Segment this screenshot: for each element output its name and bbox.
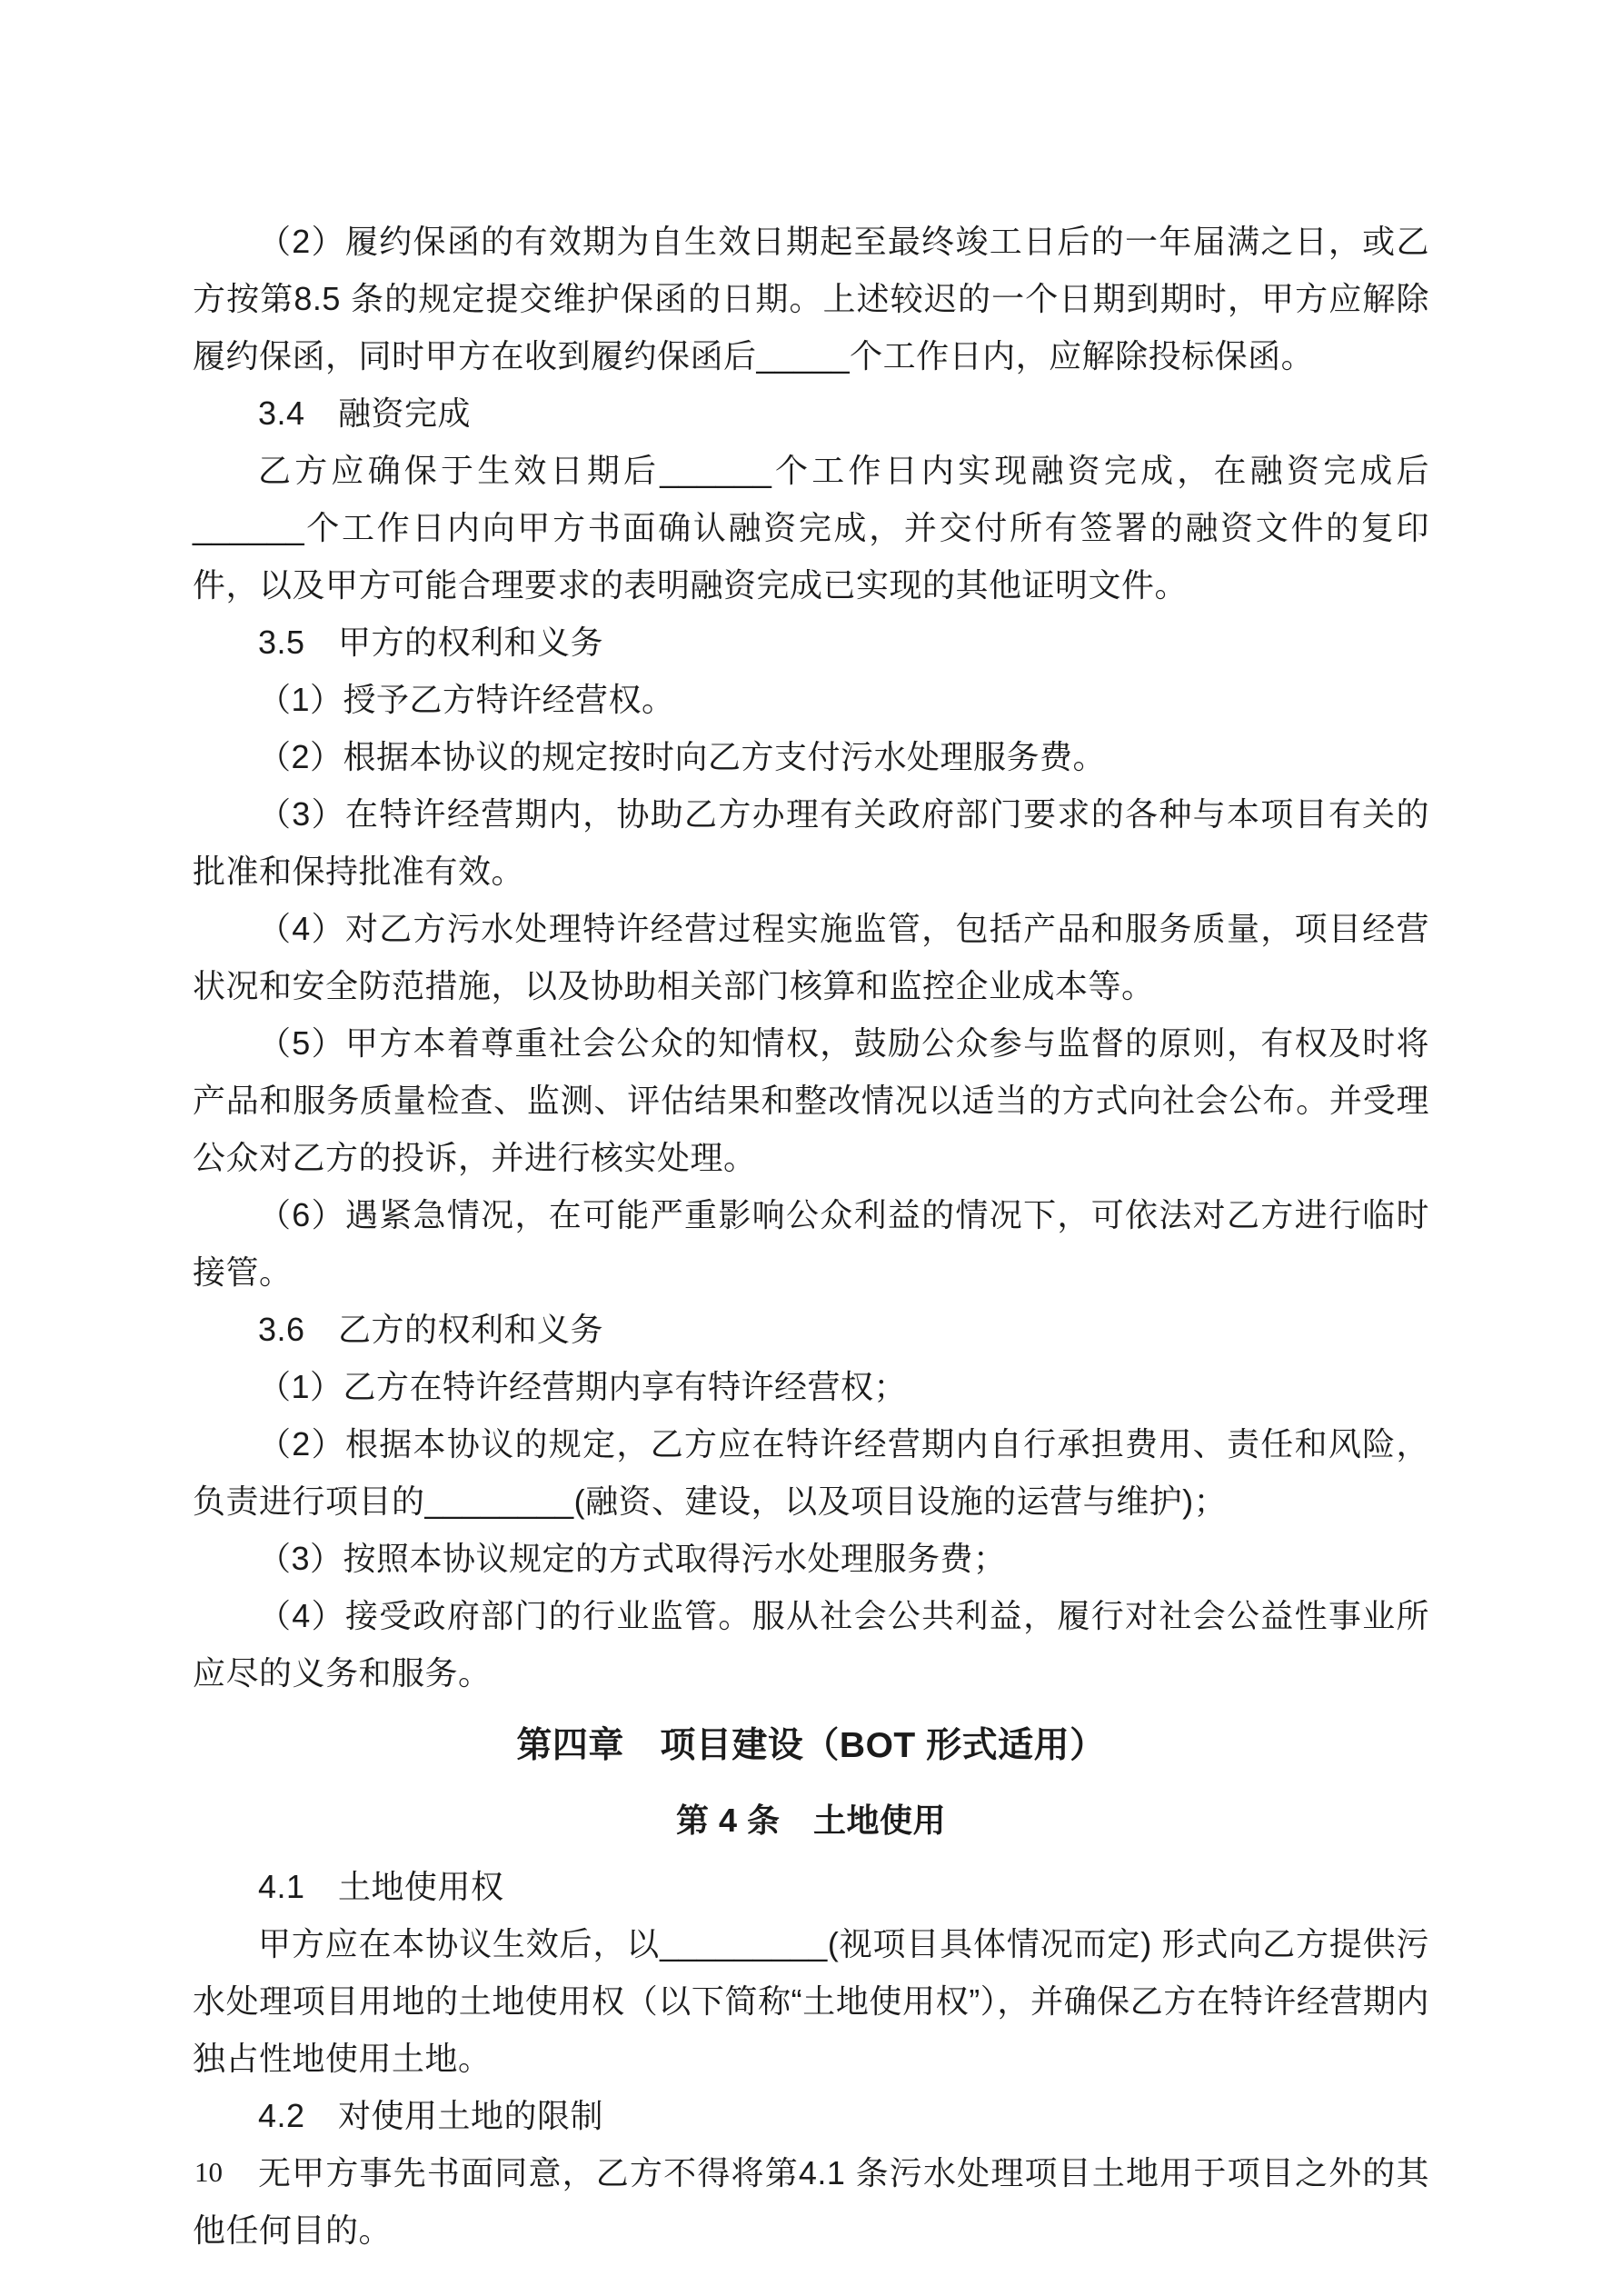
paragraph-performance-bond-2: （2）履约保函的有效期为自生效日期起至最终竣工日后的一年届满之日，或乙方按第8.5 条的规定提交维护保函的日期。上述较迟的一个日期到期时，甲方应解除履约保函，同时甲方在收到履约保函后_____个工作日内，应解除投标保函。 [193, 223, 1429, 374]
paragraph-4-2-land-restriction: 无甲方事先书面同意，乙方不得将第4.1 条污水处理项目土地用于项目之外的其他任何目的。 [193, 2154, 1429, 2249]
section-heading-3-5: 3.5 甲方的权利和义务 [258, 624, 604, 661]
list-item-3-5-6: （6）遇紧急情况，在可能严重影响公众利益的情况下，可依法对乙方进行临时接管。 [193, 1196, 1429, 1291]
list-item-3-5-4: （4）对乙方污水处理特许经营过程实施监管，包括产品和服务质量，项目经营状况和安全防范措施，以及协助相关部门核算和监控企业成本等。 [193, 910, 1429, 1004]
page-number: 10 [194, 2156, 223, 2188]
list-item-3-6-4: （4）接受政府部门的行业监管。服从社会公共利益，履行对社会公益性事业所应尽的义务和服务。 [193, 1597, 1429, 1692]
list-item-3-6-3: （3）按照本协议规定的方式取得污水处理服务费； [258, 1540, 1007, 1577]
section-heading-4-1: 4.1 土地使用权 [258, 1868, 504, 1905]
section-heading-4-2: 4.2 对使用土地的限制 [258, 2097, 604, 2134]
list-item-3-5-2: （2）根据本协议的规定按时向乙方支付污水处理服务费。 [258, 738, 1107, 775]
chapter-4-heading: 第四章 项目建设（BOT 形式适用） [516, 1726, 1106, 1765]
section-heading-3-6: 3.6 乙方的权利和义务 [258, 1311, 604, 1348]
section-heading-3-4: 3.4 融资完成 [258, 394, 472, 432]
list-item-3-6-1: （1）乙方在特许经营期内享有特许经营权； [258, 1368, 908, 1405]
list-item-3-5-3: （3）在特许经营期内，协助乙方办理有关政府部门要求的各种与本项目有关的批准和保持批准有效。 [193, 795, 1429, 890]
paragraph-4-1-land-use-right: 甲方应在本协议生效后，以_________(视项目具体情况而定) 形式向乙方提供污水处理项目用地的土地使用权（以下简称“土地使用权”），并确保乙方在特许经营期内独占性地使用土地。 [193, 1925, 1429, 2077]
article-4-heading: 第 4 条 土地使用 [675, 1802, 947, 1839]
list-item-3-5-5: （5）甲方本着尊重社会公众的知情权，鼓励公众参与监督的原则，有权及时将产品和服务质量检查、监测、评估结果和整改情况以适当的方式向社会公布。并受理公众对乙方的投诉，并进行核实处理。 [193, 1024, 1429, 1176]
list-item-3-5-1: （1）授予乙方特许经营权。 [258, 681, 675, 718]
paragraph-3-4-financing: 乙方应确保于生效日期后______个工作日内实现融资完成，在融资完成后______个工作日内向甲方书面确认融资完成，并交付所有签署的融资文件的复印件，以及甲方可能合理要求的表明融资完成已实现的其他证明文件。 [193, 452, 1429, 604]
document-body [193, 213, 1429, 2259]
list-item-3-6-2: （2）根据本协议的规定，乙方应在特许经营期内自行承担费用、责任和风险，负责进行项目的________(融资、建设，以及项目设施的运营与维护)； [193, 1425, 1429, 1520]
